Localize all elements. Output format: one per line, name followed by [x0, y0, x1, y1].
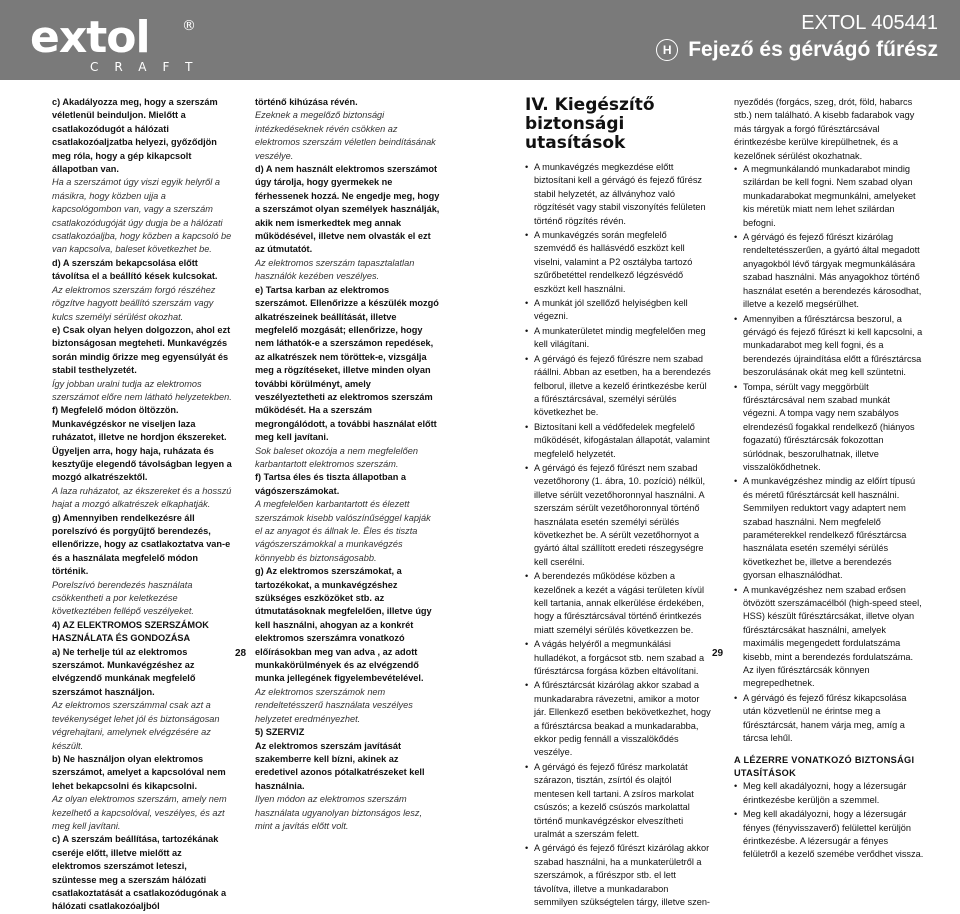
paragraph: Ezeknek a megelőző biztonsági intézkedéseknek révén csökken az elektromos szerszám véletlen beindításának veszélye. — [255, 110, 436, 161]
paragraph: történő kihúzása révén. — [255, 97, 358, 107]
header-right — [656, 12, 938, 62]
paragraph: Az elektromos szerszám javítását szakemberre kell bízni, akinek az eredetivel azonos pótalkatrészeket kell használnia. — [255, 740, 425, 791]
laser-safety-list — [734, 780, 924, 861]
paragraph: Ilyen módon az elektromos szerszám használata ugyanolyan biztonságos lesz, mint a javítás előtt volt. — [255, 794, 423, 831]
list-item: • A megmunkálandó munkadarabot mindig szilárdan be kell fogni. Nem szabad olyan munkadarabokat megmunkálni, amelyeket kis méretük miatt nem lehet szilárdan befogni. — [734, 163, 924, 230]
list-item: • A munkát jól szellőző helyiségben kell végezni. — [525, 297, 711, 324]
list-item: • Meg kell akadályozni, hogy a lézersugár érintkezésbe kerüljön a szemmel. — [734, 780, 924, 807]
list-item: • Tompa, sérült vagy meggörbült fűrésztárcsával nem szabad munkát végezni. A tompa vagy nem szabályos elrendezésű fogakkal rendelkező (hiányos fogazatú) fűrésztárcsák fokozottan súrlódnak, beszorulhatnak, illetve visszalökődhetnek. — [734, 381, 924, 475]
paragraph: c) A szerszám beállítása, tartozékának cseréje előtt, illetve mielőtt az elektromos szerszámot leteszi, szüntesse meg a szerszám hálózati csatlakoztatását a csatlakozódugónak a hálózati csatlakozóaljból — [52, 834, 227, 912]
safety-list-continued — [734, 163, 924, 745]
paragraph: Az elektromos szerszám tapasztalatlan használók kezében veszélyes. — [255, 257, 415, 282]
paragraph: Az elektromos szerszám forgó részéhez rögzítve hagyott beállító szerszám vagy kulcs személyi sérülést okozhat. — [52, 284, 216, 322]
list-item: • A fűrésztárcsát kizárólag akkor szabad a munkadarabra rávezetni, amikor a motor jár. Ellenkező esetben bekövetkezhet, hogy a fűrésztárcsa beakad a munkadarabba, ekkor pedig fennáll a visszalökődés veszélye. — [525, 679, 711, 759]
paragraph: d) A nem használt elektromos szerszámot úgy tárolja, hogy gyermekek ne férhessenek hozzá. Ne engedje meg, hogy a szerszámot olyan személyek használják, akik nem ismerkedtek meg annak működésével, illetve nem olvasták el ezt az útmutatót. — [255, 164, 440, 255]
section-heading: 5) SZERVIZ — [255, 727, 305, 738]
page-number-right: 29 — [712, 648, 724, 659]
language-badge: H — [656, 39, 678, 61]
paragraph: b) Ne használjon olyan elektromos szerszámot, amelyet a kapcsolóval nem lehet bekapcsolni és kikapcsolni. — [52, 753, 226, 791]
paragraph: Az elektromos szerszámmal csak azt a tevékenységet lehet jól és biztonságosan végrehajtani, amelynek elvégzésére az készült. — [52, 700, 220, 751]
paragraph: g) Amennyiben rendelkezésre áll porelszívó és porgyűjtő berendezés, ellenőrizze, hogy az csatlakoztatva van-e és a használata megfelelő módon történik. — [52, 512, 231, 577]
section-heading: IV. Kiegészítő biztonsági utasítások — [525, 95, 655, 153]
section-heading: 4) AZ ELEKTROMOS SZERSZÁMOK HASZNÁLATA ÉS GONDOZÁSA — [52, 619, 209, 644]
list-item: • A gérvágó és fejező fűrész markolatát szárazon, tisztán, zsírtól és olajtól mentesen kell tartani. A zsíros markolat csúszós; a kezelő csúszós markolattal történő munkavégzéskor elveszítheti uralmát a szerszám felett. — [525, 761, 711, 841]
list-item: • A gérvágó és fejező fűrészt kizárólag akkor szabad használni, ha a munkaterületről a szerszámok, a fűrészpor stb. el lett távolítva, illetve a munkadarabon semmilyen szükségtelen tárgy, illetve szen- — [525, 842, 711, 909]
text-column-4 — [734, 96, 924, 863]
text-column-1 — [52, 96, 232, 914]
page-title: Fejező és gérvágó fűrész — [688, 38, 938, 61]
list-item: • A gérvágó és fejező fűrészt nem szabad vezetőhorony (1. ábra, 10. pozíció) nélkül, illetve sérült vezetőhoronnyal használni. A szerszám sérült vezetőhoronnyal történő használata esetén személyi sérülés következhet be. A sérült vezetőhornyot a gyártó által szállított eredeti részegységre kell cserélni. — [525, 462, 711, 569]
paragraph: A laza ruházatot, az ékszereket és a hosszú hajat a mozgó alkatrészek elkaphatják. — [52, 485, 232, 510]
list-item: • A gérvágó és fejező fűrész kikapcsolása után közvetlenül ne érintse meg a fűrésztárcsát, hanem várja meg, amíg a tárcsa lehűl. — [734, 692, 924, 746]
title-row — [656, 38, 938, 62]
list-item: • Meg kell akadályozni, hogy a lézersugár fényes (fényvisszaverő) felülettel kerüljön érintkezésbe. A lézersugár a fényes felületről a kezelő szemébe verődhet vissza. — [734, 808, 924, 862]
paragraph: g) Az elektromos szerszámokat, a tartozékokat, a munkavégzéshez szükséges eszközöket stb. az útmutatásoknak megfelelően, illetve úgy kell használni, ahogyan az a konkrét elektromos szerszámra vonatkozó előírásokban meg van adva , az adott munkakörülmények és az elvégzendő munka jellegének figyelembevételével. — [255, 566, 432, 684]
paragraph: Az elektromos szerszámok nem rendeltetésszerű használata veszélyes helyzetet eredményezhet. — [255, 686, 413, 724]
paragraph: f) Megfelelő módon öltözzön. Munkavégzéskor ne viseljen laza ruházatot, illetve ne hordjon ékszereket. Ügyeljen arra, hogy haja, ruházata és kesztyűje elegendő távolságban legyen a mozgó alkatrészektől. — [52, 405, 232, 483]
list-item: • Biztosítani kell a védőfedelek megfelelő működését, kifogástalan állapotát, valamint megfelelő helyzetét. — [525, 421, 711, 461]
text-column-2 — [255, 96, 440, 833]
continued-text: nyeződés (forgács, szeg, drót, föld, habarcs stb.) nem található. A kisebb fadarabok vagy más tárgyak a forgó fűrésztárcsával érintkezésbe kerülve kirepülhetnek, és a kezelőnek sérülést okozhatnak. — [734, 97, 915, 161]
laser-heading: A LÉZERRE VONATKOZÓ BIZTONSÁGI UTASÍTÁSOK — [734, 754, 915, 778]
page-number-left: 28 — [235, 648, 247, 659]
paragraph: c) Akadályozza meg, hogy a szerszám véletlenül beinduljon. Mielőtt a csatlakozódugót a hálózati csatlakozóaljzatba helyezi, győződjön meg róla, hogy a gép kikapcsolt állapotban van. — [52, 97, 218, 175]
extol-logo — [30, 12, 209, 74]
paragraph: a) Ne terhelje túl az elektromos szerszámot. Munkavégzéshez az elvégzendő munkának megfelelő szerszámot használjon. — [52, 646, 196, 697]
list-item: • A gérvágó és fejező fűrészt kizárólag rendeltetésszerűen, a gyártó által megadott anyagokból lévő tárgyak megmunkálására szabad használni. Más anyagokhoz történő használat esetén a berendezés károsodhat, illetve a kezelő megsérülhet. — [734, 231, 924, 311]
paragraph: Sok baleset okozója a nem megfelelően karbantartott elektromos szerszám. — [255, 445, 418, 469]
list-item: • A berendezés működése közben a kezelőnek a kezét a vágási területen kívül kell tartania, annak elkerülése érdekében, hogy a fűrésztárcsával történő érintkezés miatt személyi sérülés következzen be. — [525, 570, 711, 637]
page-header — [0, 0, 960, 80]
list-item: • Amennyiben a fűrésztárcsa beszorul, a gérvágó és fejező fűrészt ki kell kapcsolni, a munkadarabot meg kell fogni, és a berendezés újraindítása előtt a fűrésztárcsa beszorulásának okát meg kell szüntetni. — [734, 313, 924, 380]
paragraph: f) Tartsa éles és tiszta állapotban a vágószerszámokat. — [255, 472, 406, 496]
list-item: • A munkavégzés során megfelelő szemvédő és hallásvédő eszközt kell viselni, valamint a P2 osztályba tartozó szűrőbetéttel rendelkező légzésvédő eszközt kell használni. — [525, 229, 711, 296]
list-item: • A gérvágó és fejező fűrészre nem szabad ráállni. Abban az esetben, ha a berendezés felborul, illetve a kezelő érintkezésbe kerül a fűrésztárcsával, személyi sérülés következhet be. — [525, 353, 711, 420]
paragraph: e) Csak olyan helyen dolgozzon, ahol ezt biztonságosan megteheti. Munkavégzés során mindig őrizze meg egyensúlyát és stabil testhelyzetét. — [52, 324, 231, 376]
paragraph: e) Tartsa karban az elektromos szerszámot. Ellenőrizze a készülék mozgó alkatrészeinek beállítását, illetve megfelelő mozgását; ellenőrizze, hogy nem láthatók-e a szerszámon repedések, az alkatrészek nem töröttek-e, vizsgálja meg a rögzítéseket, illetve minden olyan további körülményt, amely veszélyeztetheti az elektromos szerszám működését. Ha a szerszám megrongálódott, a további használat előtt meg kell javítani. — [255, 284, 439, 443]
paragraph: Így jobban uralni tudja az elektromos szerszámot előre nem látható helyzetekben. — [52, 378, 232, 402]
paragraph: Az olyan elektromos szerszám, amely nem kezelhető a kapcsolóval, veszélyes, és azt meg kell javítani. — [52, 794, 227, 831]
paragraph: A megfelelően karbantartott és élezett szerszámok kisebb valószínűséggel kapják el az anyagot és állnak le. Éles és tiszta vágószerszámokkal a munkavégzés könnyebb és biztonságosabb. — [255, 499, 431, 563]
list-item: • A munkaterületet mindig megfelelően meg kell világítani. — [525, 325, 711, 352]
paragraph: Porelszívó berendezés használata csökkentheti a por keletkezése következtében fellépő veszélyeket. — [52, 579, 194, 617]
list-item: • A munkavégzés megkezdése előtt biztosítani kell a gérvágó és fejező fűrész stabil helyzetét, az állványhoz való rögzítését vagy stabil viszonyítés felületen történő rögzítés révén. — [525, 161, 711, 228]
logo-wordmark: extol — [30, 12, 150, 63]
paragraph: Ha a szerszámot úgy viszi egyik helyről a másikra, hogy közben ujja a kapcsológombon van, vagy a szerszám csatlakozódugóját úgy dugja be a hálózati csatlakozóaljba, hogy közben a kapcsoló be van kapcsolva, baleset következhet be. — [52, 177, 232, 255]
model-number: EXTOL 405441 — [801, 12, 938, 34]
text-column-3 — [525, 96, 711, 910]
paragraph: d) A szerszám bekapcsolása előtt távolítsa el a beállító kések kulcsokat. — [52, 257, 218, 282]
logo-subtext: CRAFT — [90, 60, 209, 74]
list-item: • A munkavégzéshez mindig az előírt típusú és méretű fűrésztárcsát kell használni. Semmilyen reduktort vagy adaptert nem szabad használni. Nem megfelelő paraméterekkel rendelkező fűrésztárcsa használata esetén személyi sérülés következhet be, illetve a berendezés gyorsan elhasználódhat. — [734, 475, 924, 582]
safety-list — [525, 161, 711, 909]
registered-mark: ® — [182, 18, 196, 34]
list-item: • A munkavégzéshez nem szabad erősen ötvözött szerszámacélból (high-speed steel, HSS) készült fűrésztárcsákat, illetve olyan fűrésztárcsákat használni, amelyek maximális megengedett fordulatszáma kisebb, mint a berendezés fordulatszáma. Az ilyen fűrésztárcsák könnyen megrepedhetnek. — [734, 584, 924, 691]
list-item: • A vágás helyéről a megmunkálási hulladékot, a forgácsot stb. nem szabad a fűrésztárcsa forgása közben eltávolítani. — [525, 638, 711, 678]
